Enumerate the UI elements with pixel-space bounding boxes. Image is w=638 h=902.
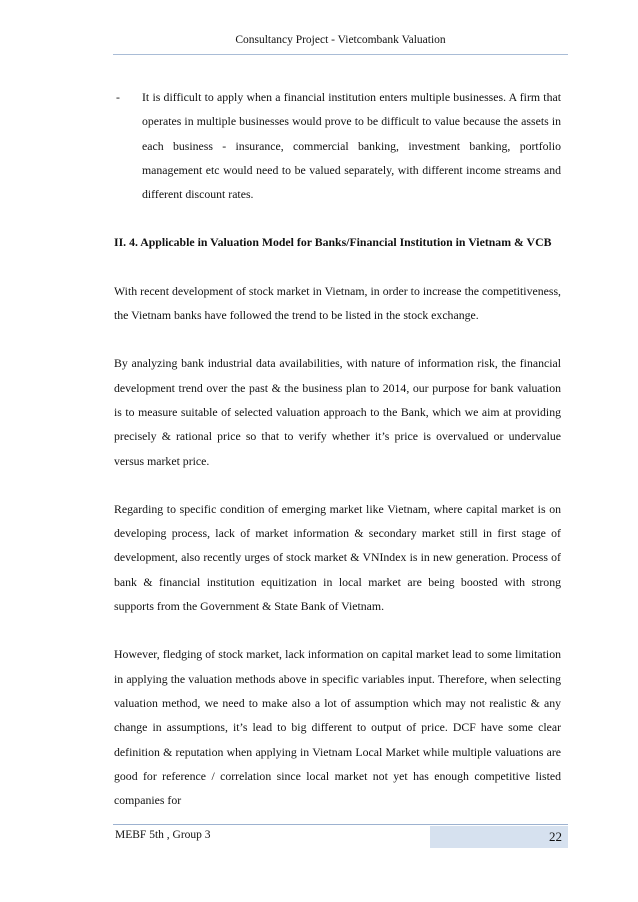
header-title: Consultancy Project - Vietcombank Valuation (235, 34, 446, 46)
paragraph-1: With recent development of stock market in Vietnam, in order to increase the competitiveness, the Vietnam banks have followed the trend to be listed in the stock exchange. (114, 283, 561, 323)
page-footer (113, 824, 568, 849)
footer-group: MEBF 5th , Group 3 (115, 829, 211, 841)
page-body (114, 85, 561, 836)
paragraph-2: By analyzing bank industrial data availabilities, with nature of information risk, the financial development trend over the past & the business plan to 2014, our purpose for bank valuation is to measure suitable of selected valuation approach to the Bank, which we aim at providing precisely & rational price so that to verify whether it’s price is overvalued or undervalue versus market price. (114, 356, 561, 468)
bullet-text: It is difficult to apply when a financial institution enters multiple businesses. A firm that operates in multiple businesses would prove to be difficult to value because the assets in each business - insurance, commercial banking, investment banking, portfolio management etc would need to be valued separately, with different income streams and different discount rates. (142, 90, 561, 202)
bullet-dash: - (116, 90, 120, 104)
paragraph-3: Regarding to specific condition of emerging market like Vietnam, where capital market is on developing process, lack of market information & secondary market still in first stage of development, also recently urges of stock market & VNIndex is in new generation. Process of bank & financial institution equitization in local market are being boosted with strong supports from the Government & State Bank of Vietnam. (114, 501, 561, 614)
page-header (113, 26, 568, 55)
bullet-item (114, 85, 561, 206)
section-heading: II. 4. Applicable in Valuation Model for Banks/Financial Institution in Vietnam & VCB (114, 235, 552, 250)
paragraph-4: However, fledging of stock market, lack information on capital market lead to some limitation in applying the valuation methods above in specific variables input. Therefore, when selecting valuation method, we need to make also a lot of assumption which may not realistic & any change in assumptions, it’s lead to big different to output of price. DCF have some clear definition & reputation when applying in Vietnam Local Market while multiple valuations are good for reference / correlation since local market not yet has enough competitive listed companies for (114, 647, 561, 808)
page-number: 22 (430, 826, 568, 848)
